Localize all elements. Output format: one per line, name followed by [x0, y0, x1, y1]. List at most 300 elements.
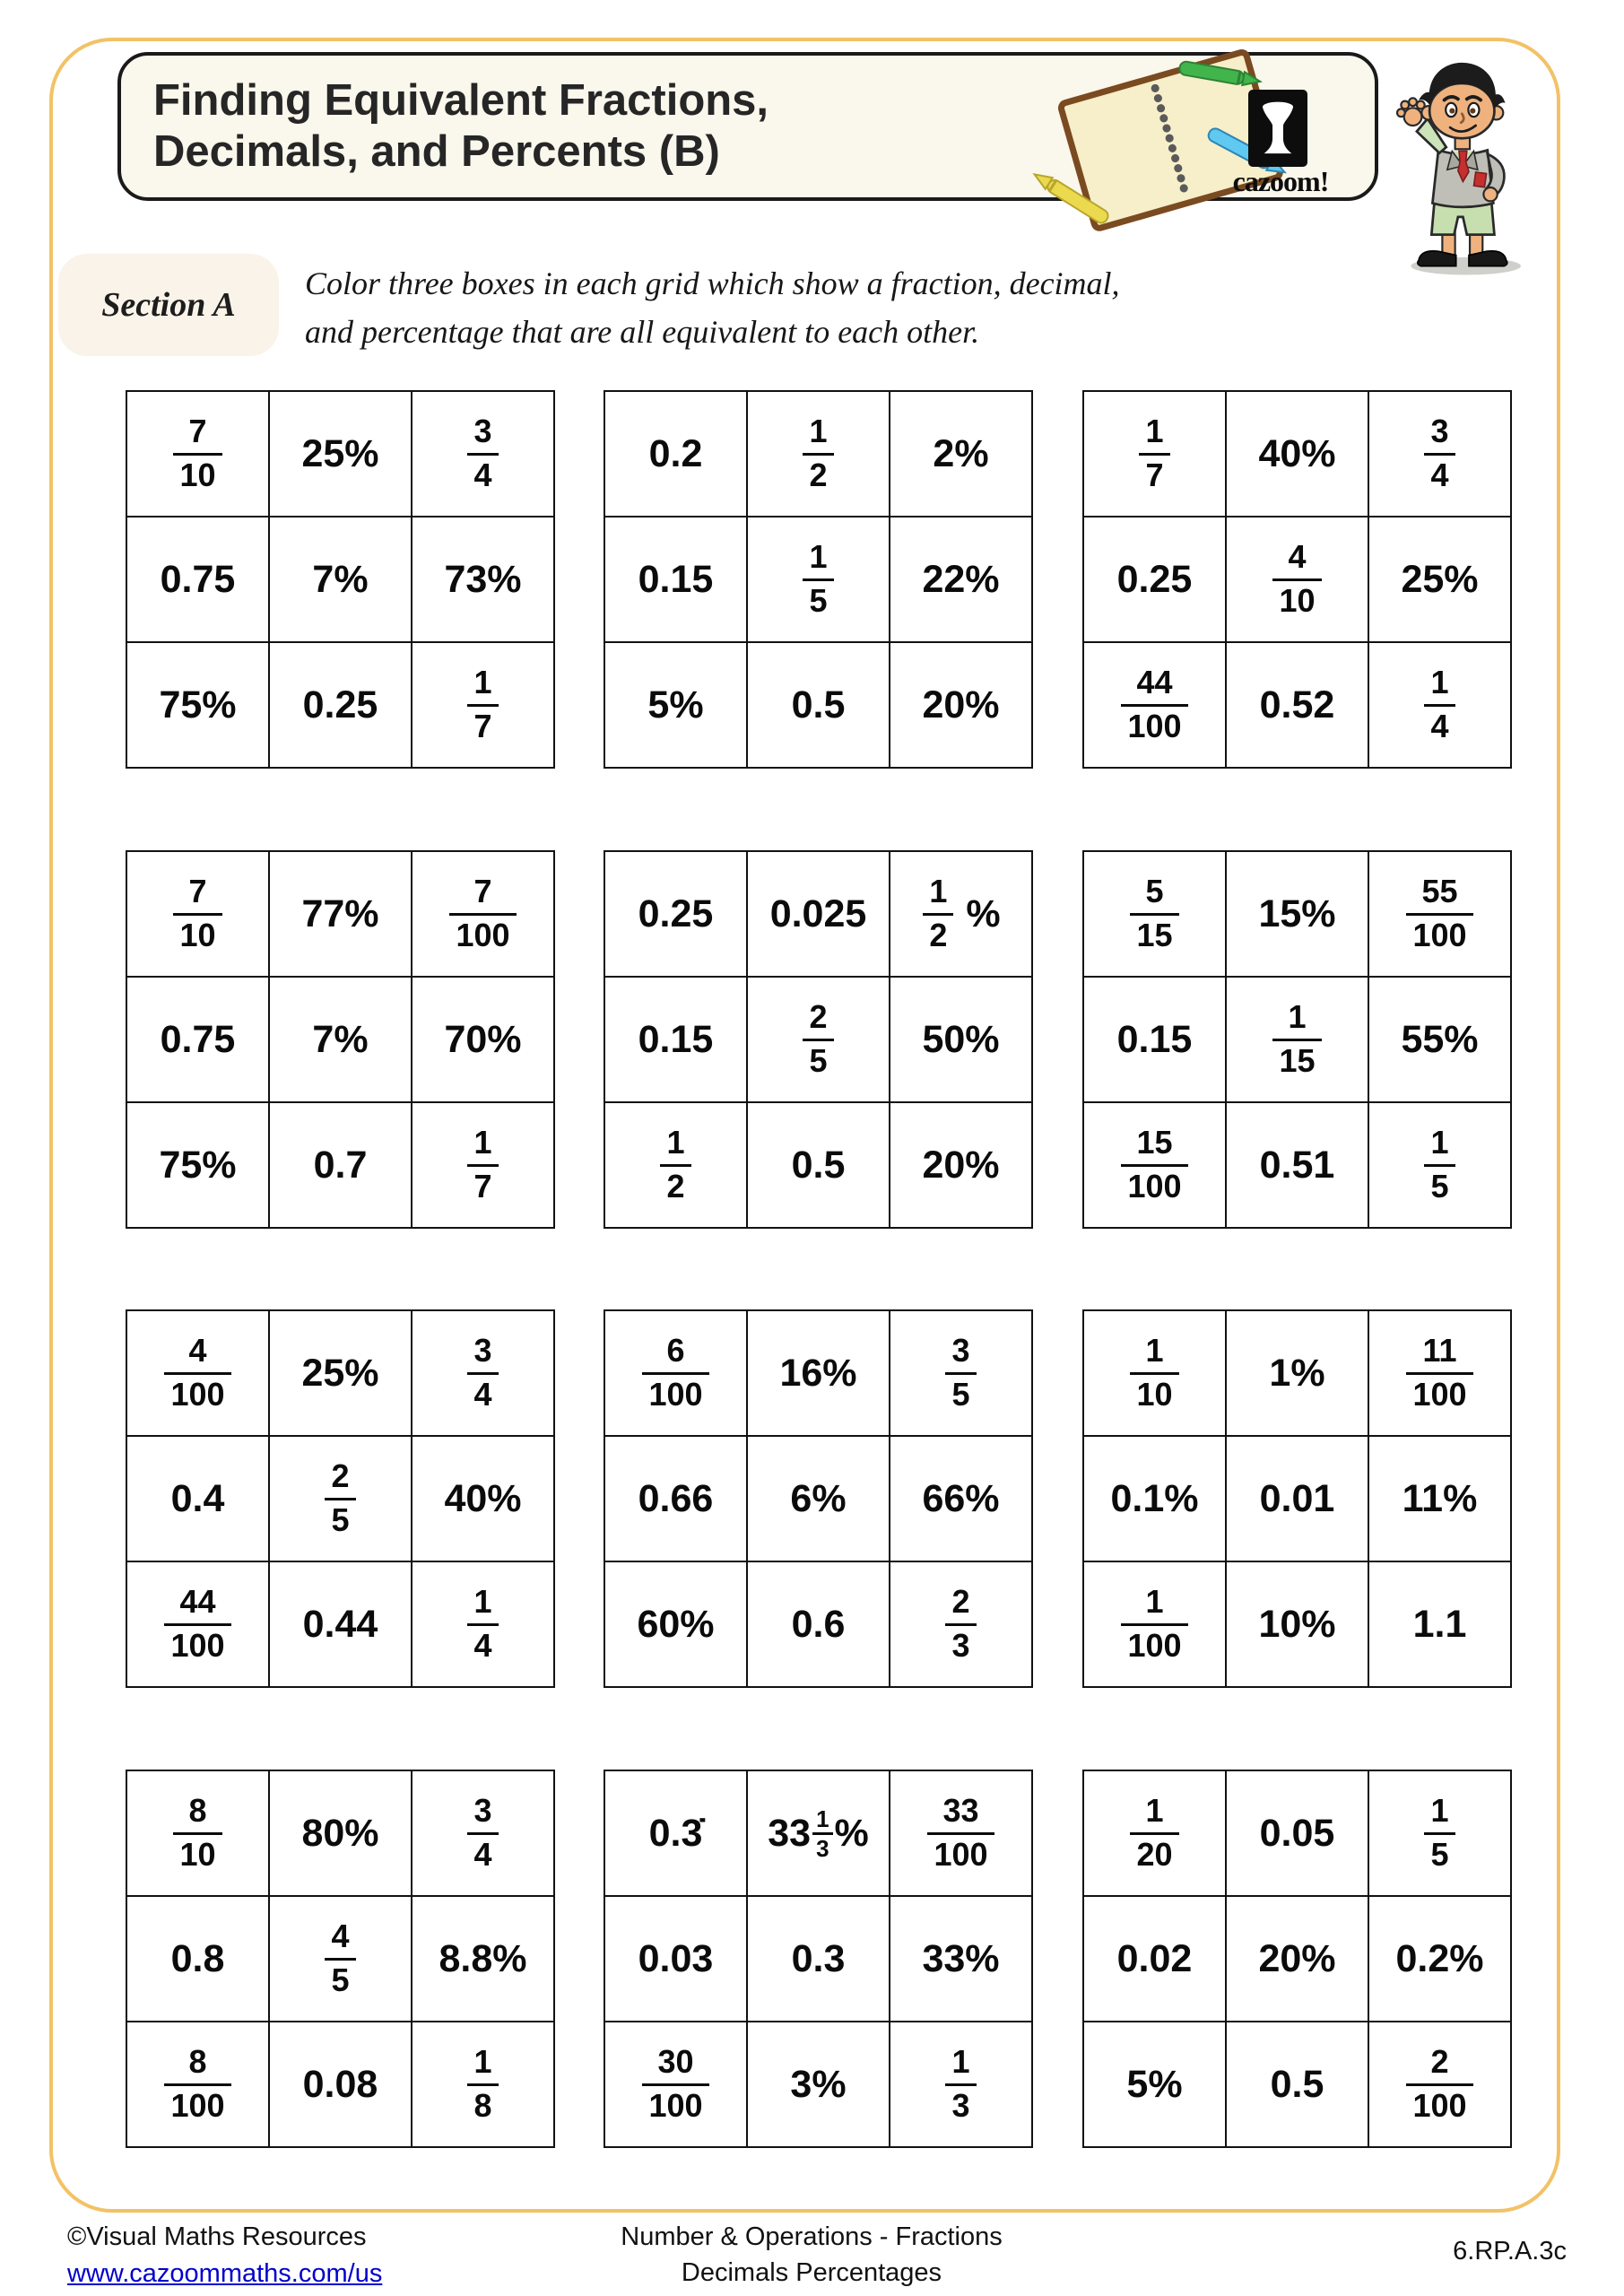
cell-text: 0.5	[791, 683, 846, 726]
fraction	[467, 1123, 498, 1205]
grid-cell[interactable]	[747, 642, 890, 768]
equivalence-grid	[126, 1309, 555, 1688]
instruction-text	[305, 259, 1318, 356]
fraction-denominator: 5	[331, 1501, 350, 1539]
fraction-numerator: 3	[473, 412, 492, 449]
grid-cell[interactable]	[1368, 1310, 1511, 1436]
grid-cell[interactable]	[269, 1436, 412, 1561]
fraction-numerator: 15	[1136, 1123, 1173, 1161]
fraction-denominator: 4	[473, 1836, 492, 1874]
fraction	[1121, 1582, 1187, 1665]
cell-text: 0.66	[638, 1476, 714, 1520]
grid-cell[interactable]	[890, 1310, 1032, 1436]
grid-cell[interactable]	[604, 977, 747, 1102]
fraction	[923, 874, 953, 953]
grid-cell[interactable]	[890, 1896, 1032, 2022]
grid-cell[interactable]	[747, 977, 890, 1102]
grid-cell[interactable]	[747, 1310, 890, 1436]
grid-cell[interactable]	[890, 977, 1032, 1102]
fraction-denominator: 100	[456, 917, 510, 954]
grid-cell[interactable]	[890, 517, 1032, 642]
fraction-numerator: 1	[473, 1123, 492, 1161]
fraction-numerator: 1	[1430, 663, 1449, 700]
fraction-denominator: 20	[1136, 1836, 1173, 1874]
fraction-denominator: 100	[170, 2087, 225, 2125]
cell-text: 0.7	[313, 1143, 368, 1187]
fraction-denominator: 100	[1127, 708, 1182, 745]
fraction-numerator: 1	[929, 872, 948, 909]
fraction	[1406, 874, 1472, 953]
fraction-numerator: 1	[809, 537, 828, 575]
grid-cell[interactable]	[1368, 1896, 1511, 2022]
grid-cell[interactable]	[747, 1561, 890, 1687]
fraction-numerator: 4	[1288, 537, 1307, 575]
cell-text: 25%	[301, 431, 379, 475]
fraction-denominator: 5	[809, 582, 828, 620]
grid-cell[interactable]	[890, 1770, 1032, 1896]
grid-cell[interactable]	[412, 2022, 554, 2147]
grid-cell[interactable]	[1226, 1310, 1368, 1436]
fraction-denominator: 4	[473, 1376, 492, 1413]
fraction-numerator: 1	[1145, 1331, 1164, 1369]
fraction-denominator: 100	[1412, 917, 1467, 954]
fraction-denominator: 100	[170, 1376, 225, 1413]
fraction-denominator: 100	[1412, 2087, 1467, 2125]
fraction	[1130, 1791, 1178, 1874]
fraction	[660, 1123, 690, 1205]
fraction-denominator: 3	[816, 1834, 829, 1862]
fraction	[1424, 1791, 1455, 1874]
grid-cell[interactable]	[412, 391, 554, 517]
cell-text: 33	[768, 1811, 812, 1855]
instruction-line2: and percentage that are all equivalent to each other.	[305, 314, 980, 350]
cell-text: 0.5	[791, 1143, 846, 1187]
fraction	[1121, 1123, 1187, 1205]
fraction-numerator: 8	[188, 2042, 207, 2080]
cell-text: 0.75	[160, 557, 236, 601]
cell-text: 5%	[1126, 2062, 1183, 2106]
fraction-denominator: 100	[648, 1376, 703, 1413]
grid-cell[interactable]	[1083, 1102, 1226, 1228]
grid-cell[interactable]	[604, 1770, 747, 1896]
cell-text: 0.8	[170, 1936, 225, 1980]
boy-mascot	[1356, 54, 1562, 280]
grid-cell[interactable]	[1226, 1896, 1368, 2022]
cell-text: 0.025	[769, 891, 867, 935]
cell-text: 77%	[301, 891, 379, 935]
fraction	[1139, 414, 1169, 493]
grid-cell[interactable]	[1226, 2022, 1368, 2147]
grid-cell[interactable]	[747, 2022, 890, 2147]
fraction-denominator: 4	[473, 457, 492, 494]
grid-cell[interactable]	[604, 851, 747, 977]
fraction-denominator: 10	[1136, 1376, 1173, 1413]
logo-text: cazoom!	[1232, 165, 1329, 197]
fraction-numerator: 3	[1430, 412, 1449, 449]
grid-cell[interactable]	[1083, 977, 1226, 1102]
fraction-denominator: 8	[473, 2087, 492, 2125]
grid-cell[interactable]	[1226, 1102, 1368, 1228]
cell-text: 0.25	[638, 891, 714, 935]
equivalence-grid	[126, 850, 555, 1229]
cell-text: 6%	[790, 1476, 847, 1520]
equivalence-grid	[126, 1770, 555, 2148]
cell-text: 0.51	[1259, 1143, 1335, 1187]
grid-cell[interactable]	[1368, 1436, 1511, 1561]
fraction	[467, 1582, 498, 1665]
grid-cell[interactable]	[269, 977, 412, 1102]
grid-cell[interactable]	[1226, 977, 1368, 1102]
fraction	[812, 1807, 832, 1860]
fraction	[467, 2042, 498, 2125]
grid-cell[interactable]	[604, 391, 747, 517]
fraction	[945, 1331, 976, 1413]
grid-cell[interactable]	[890, 1561, 1032, 1687]
cell-text: 16%	[779, 1351, 857, 1395]
equivalence-grid	[604, 1770, 1033, 2148]
fraction-denominator: 100	[170, 1627, 225, 1665]
fraction-numerator: 1	[1430, 1123, 1449, 1161]
fraction-numerator: 3	[951, 1331, 970, 1369]
fraction-denominator: 7	[473, 708, 492, 745]
grid-cell[interactable]	[1368, 1561, 1511, 1687]
grid-cell[interactable]	[1368, 2022, 1511, 2147]
fraction-numerator: 30	[657, 2042, 694, 2080]
grid-cell[interactable]	[412, 1310, 554, 1436]
cell-text: 0.05	[1259, 1811, 1335, 1855]
website-link[interactable]: www.cazoommaths.com/us	[67, 2259, 383, 2288]
fraction	[1272, 537, 1321, 620]
grid-cell[interactable]	[412, 977, 554, 1102]
grid-cell[interactable]	[747, 391, 890, 517]
cell-text: 70%	[444, 1017, 522, 1061]
cell-text: 7%	[312, 1017, 369, 1061]
grid-cell[interactable]	[269, 2022, 412, 2147]
cell-text: 73%	[444, 557, 522, 601]
grid-cell[interactable]	[890, 1102, 1032, 1228]
fraction	[642, 1331, 708, 1413]
fraction	[467, 665, 498, 744]
grid-cell[interactable]	[1083, 2022, 1226, 2147]
equivalence-grid	[604, 850, 1033, 1229]
cell-text: 0.6	[791, 1602, 846, 1646]
cazoom-logo	[1248, 90, 1307, 167]
grid-cell[interactable]	[1226, 391, 1368, 517]
equivalence-grid	[604, 1309, 1033, 1688]
grid-cell[interactable]	[412, 1436, 554, 1561]
fraction	[803, 537, 833, 620]
cell-text: %	[955, 891, 1001, 935]
grid-cell[interactable]	[269, 642, 412, 768]
cell-text: 0.44	[302, 1602, 378, 1646]
fraction	[1272, 997, 1321, 1080]
fraction-numerator: 1	[809, 412, 828, 449]
cell-text: 0.2%	[1395, 1936, 1484, 1980]
fraction	[173, 1791, 221, 1874]
fraction-numerator: 2	[1430, 2042, 1449, 2080]
cell-text: 0.08	[302, 2062, 378, 2106]
drum-icon	[1257, 96, 1298, 161]
fraction-numerator: 1	[473, 1582, 492, 1620]
fraction-numerator: 8	[188, 1791, 207, 1829]
grid-cell[interactable]	[747, 517, 890, 642]
grid-cell[interactable]	[412, 851, 554, 977]
grid-cell[interactable]	[269, 1102, 412, 1228]
grid-cell[interactable]	[412, 642, 554, 768]
fraction-denominator: 10	[179, 917, 216, 954]
grid-cell[interactable]	[890, 391, 1032, 517]
fraction	[1406, 1331, 1472, 1413]
grid-cell[interactable]	[1368, 1102, 1511, 1228]
grid-cell[interactable]	[126, 2022, 269, 2147]
fraction-numerator: 55	[1421, 872, 1458, 909]
cell-text: 7%	[312, 557, 369, 601]
grid-cell[interactable]	[747, 1102, 890, 1228]
grid-cell[interactable]	[890, 642, 1032, 768]
grid-cell[interactable]	[1083, 1436, 1226, 1561]
fraction	[1424, 665, 1455, 744]
fraction-numerator: 3	[473, 1331, 492, 1369]
fraction-denominator: 7	[1145, 457, 1164, 494]
cell-text: 55%	[1401, 1017, 1479, 1061]
fraction-numerator: 44	[1136, 663, 1173, 700]
fraction	[173, 874, 221, 953]
grid-cell[interactable]	[1368, 517, 1511, 642]
grid-cell[interactable]	[1368, 851, 1511, 977]
cell-text: 1%	[1269, 1351, 1325, 1395]
footer-center-line2: Decimals Percentages	[681, 2258, 942, 2287]
cell-text: %	[834, 1811, 869, 1855]
fraction-denominator: 15	[1136, 917, 1173, 954]
fraction	[945, 2042, 976, 2125]
grid-cell[interactable]	[604, 1896, 747, 2022]
cell-text: 1.1	[1412, 1602, 1467, 1646]
grid-cell[interactable]	[604, 2022, 747, 2147]
cell-text: 5%	[647, 683, 704, 726]
fraction-numerator: 7	[188, 412, 207, 449]
equivalence-grid	[1082, 390, 1512, 769]
fraction-denominator: 5	[331, 1961, 350, 1999]
fraction-numerator: 7	[188, 872, 207, 909]
grid-cell[interactable]	[1226, 1561, 1368, 1687]
cell-text: 40%	[1258, 431, 1336, 475]
grid-cell[interactable]	[604, 1436, 747, 1561]
fraction	[325, 1459, 355, 1538]
cell-text: 2%	[933, 431, 989, 475]
fraction	[467, 414, 498, 493]
grid-cell[interactable]	[1083, 1770, 1226, 1896]
grid-cell[interactable]	[412, 1102, 554, 1228]
grid-cell[interactable]	[1368, 1770, 1511, 1896]
cell-text: 0.25	[302, 683, 378, 726]
fraction	[945, 1582, 976, 1665]
grid-cell[interactable]	[1226, 642, 1368, 768]
fraction	[1121, 665, 1187, 744]
grid-cell[interactable]	[1083, 1896, 1226, 2022]
fraction-denominator: 100	[934, 1836, 988, 1874]
footer-center	[408, 2219, 1215, 2291]
grid-cell[interactable]	[1368, 642, 1511, 768]
fraction	[173, 414, 221, 493]
grid-cell[interactable]	[269, 1770, 412, 1896]
grid-cell[interactable]	[126, 1770, 269, 1896]
fraction-denominator: 5	[1430, 1168, 1449, 1205]
grid-cell[interactable]	[269, 851, 412, 977]
grid-cell[interactable]	[747, 1436, 890, 1561]
grid-cell[interactable]	[412, 1561, 554, 1687]
cell-text: 75%	[159, 1143, 237, 1187]
cell-text: 0.15	[638, 557, 714, 601]
fraction	[467, 1331, 498, 1413]
grid-cell[interactable]	[1083, 1310, 1226, 1436]
grid-cell[interactable]	[890, 851, 1032, 977]
cell-text: 50%	[922, 1017, 1000, 1061]
fraction-denominator: 5	[951, 1376, 970, 1413]
fraction-numerator: 1	[1288, 997, 1307, 1035]
fraction	[1130, 874, 1178, 953]
cell-text: 20%	[922, 1143, 1000, 1187]
grid-cell[interactable]	[604, 1561, 747, 1687]
grid-cell[interactable]	[1083, 851, 1226, 977]
grid-cell[interactable]	[1226, 851, 1368, 977]
fraction	[927, 1791, 994, 1874]
fraction	[1130, 1331, 1178, 1413]
grid-cell[interactable]	[1083, 642, 1226, 768]
grid-cell[interactable]	[604, 1310, 747, 1436]
fraction-denominator: 100	[1412, 1376, 1467, 1413]
cell-text: 25%	[301, 1351, 379, 1395]
cell-text: 0.4	[170, 1476, 225, 1520]
grid-cell[interactable]	[1083, 391, 1226, 517]
cell-text: 40%	[444, 1476, 522, 1520]
fraction-denominator: 100	[648, 2087, 703, 2125]
grid-cell[interactable]	[269, 1310, 412, 1436]
fraction-denominator: 4	[1430, 457, 1449, 494]
cell-text: 15%	[1258, 891, 1336, 935]
grid-cell[interactable]	[1368, 391, 1511, 517]
grid-cell[interactable]	[1226, 1436, 1368, 1561]
fraction-denominator: 100	[1127, 1627, 1182, 1665]
cell-text: 75%	[159, 683, 237, 726]
cell-text: 25%	[1401, 557, 1479, 601]
grid-cell[interactable]	[1083, 517, 1226, 642]
standard-code: 6.RP.A.3c	[1453, 2237, 1567, 2266]
grid-cell[interactable]	[1226, 517, 1368, 642]
fraction-denominator: 5	[1430, 1836, 1449, 1874]
cell-text: 0.2	[648, 431, 703, 475]
copyright-text: ©Visual Maths Resources	[67, 2222, 367, 2251]
grid-cell[interactable]	[604, 1102, 747, 1228]
grid-cell[interactable]	[126, 1896, 269, 2022]
cell-text: 8.8%	[439, 1936, 527, 1980]
grid-cell[interactable]	[269, 1896, 412, 2022]
cell-text: 66%	[922, 1476, 1000, 1520]
equivalence-grid	[1082, 1309, 1512, 1688]
fraction	[1406, 2042, 1472, 2125]
section-a-badge	[58, 254, 279, 356]
grid-cell[interactable]	[412, 517, 554, 642]
grid-cell[interactable]	[126, 642, 269, 768]
cell-text: 0.52	[1259, 683, 1335, 726]
equivalence-grid	[1082, 850, 1512, 1229]
cell-text: 22%	[922, 557, 1000, 601]
fraction	[1424, 414, 1455, 493]
grid-cell[interactable]	[126, 391, 269, 517]
grid-cell[interactable]	[1226, 1770, 1368, 1896]
fraction-denominator: 2	[809, 457, 828, 494]
cell-text: 80%	[301, 1811, 379, 1855]
fraction-numerator: 3	[473, 1791, 492, 1829]
fraction	[803, 997, 833, 1080]
cell-text: 20%	[922, 683, 1000, 726]
grid-cell[interactable]	[604, 642, 747, 768]
footer-left	[67, 2222, 382, 2289]
grid-cell[interactable]	[412, 1770, 554, 1896]
cell-text: 0.3̇	[648, 1811, 703, 1855]
cell-text: 0.1%	[1110, 1476, 1199, 1520]
grid-cell[interactable]	[126, 977, 269, 1102]
page-title-line2: Decimals, and Percents (B)	[153, 127, 720, 176]
grid-cell[interactable]	[269, 1561, 412, 1687]
fraction-numerator: 4	[188, 1331, 207, 1369]
grid-cell[interactable]	[269, 391, 412, 517]
grid-cell[interactable]	[747, 1770, 890, 1896]
fraction-numerator: 1	[1145, 1791, 1164, 1829]
equivalence-grid	[604, 390, 1033, 769]
fraction-denominator: 2	[666, 1168, 685, 1205]
grid-cell[interactable]	[126, 1310, 269, 1436]
grid-cell[interactable]	[126, 851, 269, 977]
footer-center-line1: Number & Operations - Fractions	[621, 2222, 1003, 2251]
fraction-numerator: 5	[1145, 872, 1164, 909]
cell-text: 0.02	[1116, 1936, 1193, 1980]
cell-text: 60%	[637, 1602, 715, 1646]
fraction-numerator: 1	[951, 2042, 970, 2080]
grid-cell[interactable]	[890, 1436, 1032, 1561]
grid-cell[interactable]	[269, 517, 412, 642]
fraction-numerator: 2	[331, 1457, 350, 1494]
fraction-numerator: 6	[666, 1331, 685, 1369]
cell-text: 0.25	[1116, 557, 1193, 601]
grid-cell[interactable]	[747, 1896, 890, 2022]
grid-cell[interactable]	[412, 1896, 554, 2022]
cell-text: 0.15	[1116, 1017, 1193, 1061]
fraction-numerator: 11	[1422, 1331, 1457, 1369]
grid-cell[interactable]	[747, 851, 890, 977]
grid-cell[interactable]	[604, 517, 747, 642]
section-a-label: Section A	[101, 286, 236, 324]
fraction-numerator: 1	[816, 1805, 829, 1832]
grid-cell[interactable]	[1083, 1561, 1226, 1687]
fraction-denominator: 2	[929, 917, 948, 954]
fraction-denominator: 10	[179, 1836, 216, 1874]
fraction-numerator: 4	[331, 1917, 350, 1954]
grid-cell[interactable]	[126, 1561, 269, 1687]
fraction-denominator: 4	[1430, 708, 1449, 745]
grid-cell[interactable]	[126, 517, 269, 642]
fraction-numerator: 2	[809, 997, 828, 1035]
cell-text: 33%	[922, 1936, 1000, 1980]
fraction	[164, 1582, 230, 1665]
fraction-numerator: 1	[1145, 1582, 1164, 1620]
cell-text: 0.03	[638, 1936, 714, 1980]
grid-cell[interactable]	[126, 1436, 269, 1561]
fraction-denominator: 4	[473, 1627, 492, 1665]
page-title-line1: Finding Equivalent Fractions,	[153, 76, 769, 125]
grid-cell[interactable]	[126, 1102, 269, 1228]
grid-cell[interactable]	[890, 2022, 1032, 2147]
grid-cell[interactable]	[1368, 977, 1511, 1102]
